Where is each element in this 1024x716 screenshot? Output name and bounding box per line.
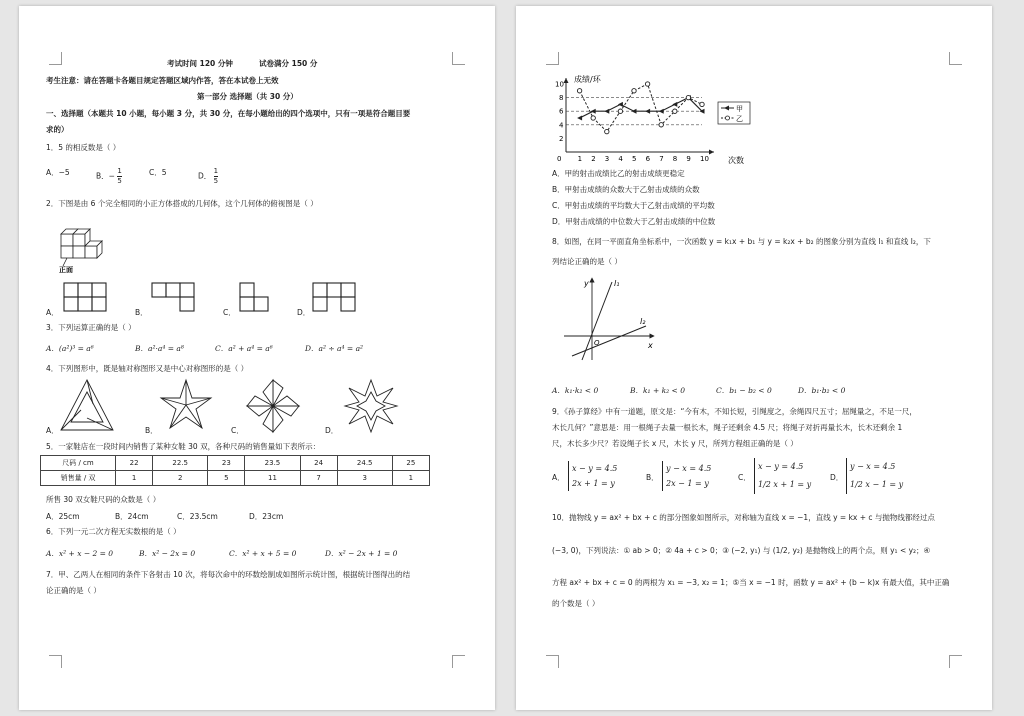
q4-option-c: C． xyxy=(231,426,244,435)
q9-option-b-system: y − x = 4.5 2x − 1 = y xyxy=(662,461,711,491)
series-jia-point xyxy=(591,109,596,114)
chart-ylabel: 成绩/环 xyxy=(574,75,601,84)
q4-figure-flower xyxy=(343,378,399,434)
table-row-header: 尺码 / cm xyxy=(41,456,116,471)
l2-label: l₂ xyxy=(640,317,646,326)
q6-option-d: D．x² − 2x + 1 = 0 xyxy=(325,549,398,558)
q8-option-a: A．k₁·k₂ < 0 xyxy=(552,386,599,395)
chart-series xyxy=(577,82,704,134)
chart-x-tick-label: 4 xyxy=(618,155,623,163)
section-heading: 一、选择题（本题共 10 小题，每小题 3 分，共 30 分，在每小题给出的四个选项中，只有一项是符合题目要 xyxy=(46,109,411,118)
q5-option-a: A．25cm xyxy=(46,512,80,521)
chart-x-tick-label: 1 xyxy=(577,155,583,163)
series-jia-line xyxy=(580,98,702,118)
exam-page-1 xyxy=(19,6,495,710)
q8-stem-cont: 列结论正确的是（ ） xyxy=(552,257,622,266)
series-yi-point xyxy=(645,82,649,86)
q9-stem-cont1: 木长几何？”意思是：用一根绳子去量一根长木，绳子还剩余 4.5 尺；将绳子对折再量长木，长木还剩余 1 xyxy=(552,423,903,432)
table-row-counts xyxy=(41,471,430,486)
legend-jia: 甲 xyxy=(736,105,743,113)
axis-x-label: x xyxy=(648,341,653,350)
exam-score: 试卷满分 150 分 xyxy=(259,59,318,68)
series-jia-point xyxy=(604,109,609,114)
series-yi-point xyxy=(632,89,636,93)
series-jia-point xyxy=(577,116,582,121)
series-jia-point xyxy=(618,102,623,107)
q8-line-figure xyxy=(562,274,658,362)
size-sales-table xyxy=(40,455,430,486)
table-cell: 2 xyxy=(153,471,208,486)
chart-x-tick-label: 7 xyxy=(659,155,664,163)
q6-option-b: B．x² − 2x = 0 xyxy=(139,549,196,558)
q2-figure-c xyxy=(239,282,269,312)
q9-option-b-label: B． xyxy=(646,473,659,482)
chart-x-tick-label: 2 xyxy=(591,155,596,163)
q10-stem-cont1: (−3, 0)，下列说法：① ab > 0；② 4a + c > 0；③ (−2, y₁) 与 (1/2, y₂) 是抛物线上的两个点，则 y₁ < y₂；④ xyxy=(552,546,931,555)
q4-figure-star xyxy=(159,378,213,432)
table-row-sizes xyxy=(41,456,430,471)
series-jia-point xyxy=(659,109,664,114)
q1-option-a: A．−5 xyxy=(46,168,70,177)
q9-stem-cont2: 尺，木长多少尺？若设绳子长 x 尺，木长 y 尺，所列方程组正确的是（ ） xyxy=(552,439,798,448)
q4-option-b: B． xyxy=(145,426,158,435)
chart-axes xyxy=(564,78,715,155)
q3-option-c: C．a² + a⁴ = a⁶ xyxy=(215,344,273,353)
section-heading-cont: 求的） xyxy=(46,125,69,134)
series-yi-point xyxy=(673,109,677,113)
cube-solid-figure xyxy=(57,214,117,274)
series-yi-point xyxy=(591,116,595,120)
chart-y-arrow xyxy=(564,78,569,83)
q1-option-c: C．5 xyxy=(149,168,167,177)
margin-mark xyxy=(546,655,559,668)
margin-mark xyxy=(452,52,465,65)
series-jia-point xyxy=(632,109,637,114)
q3-option-b: B．a²·a⁴ = a⁸ xyxy=(135,344,184,353)
q1-option-d: D． $\frac{1}{5}$ xyxy=(198,167,219,185)
q9-option-c-system: x − y = 4.5 1/2 x + 1 = y xyxy=(754,458,811,494)
q10-stem-cont3: 的个数是（ ） xyxy=(552,599,600,608)
q4-option-a: A． xyxy=(46,426,59,435)
table-cell: 1 xyxy=(116,471,153,486)
q6-stem: 6．下列一元二次方程无实数根的是（ ） xyxy=(46,527,181,536)
q9-option-d-label: D． xyxy=(830,473,844,482)
chart-y-tick-label: 4 xyxy=(559,121,564,130)
table-cell: 3 xyxy=(337,471,392,486)
axis-y-label: y xyxy=(584,279,589,288)
series-yi-point xyxy=(577,89,581,93)
series-yi-point xyxy=(700,102,704,106)
table-cell: 22 xyxy=(116,456,153,471)
chart-x-tick-label: 10 xyxy=(700,155,709,163)
q9-option-d-system: y − x = 4.5 1/2 x − 1 = y xyxy=(846,458,903,494)
q3-option-a: A．(a²)³ = a⁶ xyxy=(46,344,94,353)
chart-x-tick-label: 6 xyxy=(645,155,651,163)
series-yi-point xyxy=(605,129,609,133)
chart-xlabel: 次数 xyxy=(728,156,744,165)
q8-option-b: B．k₁ + k₂ < 0 xyxy=(630,386,685,395)
q10-stem-cont2: 方程 ax² + bx + c = 0 的两根为 x₁ = −3, x₂ = 1；⑤当 x = −1 时，函数 y = ax² + (b − k)x 有最大值，其中正确 xyxy=(552,578,950,587)
q1-option-b: B．− $\frac{1}{5}$ xyxy=(96,167,122,185)
chart-x-tick-label: 9 xyxy=(686,155,691,163)
q3-option-d: D．a² ÷ a⁴ = a² xyxy=(305,344,364,353)
table-cell: 24.5 xyxy=(337,456,392,471)
chart-x-tick-label: 8 xyxy=(672,155,678,163)
series-yi-point xyxy=(659,123,663,127)
margin-mark xyxy=(949,655,962,668)
line-l1 xyxy=(582,282,612,360)
q7-option-c: C．甲射击成绩的平均数大于乙射击成绩的平均数 xyxy=(552,201,715,210)
chart-y-tick-label: 6 xyxy=(559,107,564,116)
q1-stem: 1．5 的相反数是（ ） xyxy=(46,143,121,152)
exam-time: 考试时间 120 分钟 xyxy=(167,59,233,68)
front-label: 正面 xyxy=(59,266,73,274)
q4-option-d: D． xyxy=(325,426,339,435)
q2-figure-d xyxy=(312,282,356,312)
exam-page-2 xyxy=(516,6,992,710)
q2-stem: 2．下图是由 6 个完全相同的小正方体搭成的几何体，这个几何体的俯视图是（ ） xyxy=(46,199,318,208)
q6-option-a: A．x² + x − 2 = 0 xyxy=(46,549,114,558)
margin-mark xyxy=(949,52,962,65)
q9-option-a-label: A． xyxy=(552,473,565,482)
q2-option-a: A． xyxy=(46,308,59,317)
q9-stem: 9．《孙子算经》中有一道题，原文是：“今有木，不知长短，引绳度之，余绳四尺五寸；屈绳量之，不足一尺， xyxy=(552,407,917,416)
q9-option-a-system: x − y = 4.5 2x + 1 = y xyxy=(568,461,617,491)
table-cell: 25 xyxy=(392,456,429,471)
q7-stem-cont: 论正确的是（ ） xyxy=(46,586,101,595)
q3-stem: 3．下列运算正确的是（ ） xyxy=(46,323,136,332)
series-yi-point xyxy=(686,95,690,99)
line-l2 xyxy=(572,326,646,356)
series-yi-line xyxy=(580,84,702,132)
part-title: 第一部分 选择题（共 30 分） xyxy=(197,92,298,101)
q8-option-d: D．b₁·b₂ < 0 xyxy=(798,386,846,395)
q10-stem: 10．抛物线 y = ax² + bx + c 的部分图象如图所示，对称轴为直线 x = −1，直线 y = kx + c 与抛物线都经过点 xyxy=(552,513,935,522)
q8-stem: 8．如图，在同一平面直角坐标系中，一次函数 y = k₁x + b₁ 与 y = k₂x + b₂ 的图象分别为直线 l₁ 和直线 l₂，下 xyxy=(552,237,931,246)
chart-y-tick-label: 2 xyxy=(559,134,564,143)
table-cell: 5 xyxy=(208,471,245,486)
table-cell: 23 xyxy=(208,456,245,471)
q5-stem: 5．一家鞋店在一段时间内销售了某种女鞋 30 双，各种尺码的销售量如下表所示： xyxy=(46,442,321,451)
table-cell: 11 xyxy=(245,471,300,486)
q9-option-c-label: C． xyxy=(738,473,751,482)
chart-x-arrow xyxy=(709,150,714,155)
l1-label: l₁ xyxy=(614,279,620,288)
q2-option-c: C． xyxy=(223,308,236,317)
chart-y-tick-label: 8 xyxy=(559,94,564,103)
series-yi-point xyxy=(618,109,622,113)
chart-x-tick-label: 3 xyxy=(604,155,610,163)
origin-label: O xyxy=(594,339,600,347)
series-jia-point xyxy=(645,109,650,114)
q7-option-a: A．甲的射击成绩比乙的射击成绩更稳定 xyxy=(552,169,685,178)
q4-figure-triangle xyxy=(59,378,115,432)
q4-stem: 4．下列图形中，既是轴对称图形又是中心对称图形的是（ ） xyxy=(46,364,249,373)
chart-legend xyxy=(718,102,750,124)
table-row-header: 销售量 / 双 xyxy=(41,471,116,486)
exam-notice: 考生注意：请在答题卡各题目规定答题区域内作答，答在本试卷上无效 xyxy=(46,76,279,85)
q2-figure-b xyxy=(151,282,195,312)
margin-mark xyxy=(49,655,62,668)
q5-option-d: D．23cm xyxy=(249,512,284,521)
q7-option-b: B．甲射击成绩的众数大于乙射击成绩的众数 xyxy=(552,185,700,194)
margin-mark xyxy=(546,52,559,65)
q7-stem: 7．甲、乙两人在相同的条件下各射击 10 次，将每次命中的环数绘制成如图所示统计图，根据统计图得出的结 xyxy=(46,570,411,579)
q2-option-b: B． xyxy=(135,308,148,317)
table-cell: 24 xyxy=(300,456,337,471)
table-cell: 1 xyxy=(392,471,429,486)
q6-option-c: C．x² + x + 5 = 0 xyxy=(229,549,297,558)
chart-origin-label: 0 xyxy=(557,155,562,163)
q7-option-d: D．甲射击成绩的中位数大于乙射击成绩的中位数 xyxy=(552,217,716,226)
q5-option-c: C．23.5cm xyxy=(177,512,218,521)
q8-option-c: C．b₁ − b₂ < 0 xyxy=(716,386,772,395)
q4-figure-pinwheel xyxy=(245,378,301,434)
q2-figure-a xyxy=(63,282,107,312)
table-cell: 7 xyxy=(300,471,337,486)
q5-after: 所售 30 双女鞋尺码的众数是（ ） xyxy=(46,495,161,504)
chart-x-tick-label: 5 xyxy=(632,155,637,163)
series-jia-point xyxy=(672,102,677,107)
shooting-score-chart xyxy=(552,72,752,168)
table-cell: 22.5 xyxy=(153,456,208,471)
chart-y-tick-label: 10 xyxy=(555,80,564,89)
margin-mark xyxy=(452,655,465,668)
table-cell: 23.5 xyxy=(245,456,300,471)
margin-mark xyxy=(49,52,62,65)
q5-option-b: B．24cm xyxy=(115,512,149,521)
legend-yi: 乙 xyxy=(736,115,743,123)
q2-option-d: D． xyxy=(297,308,311,317)
